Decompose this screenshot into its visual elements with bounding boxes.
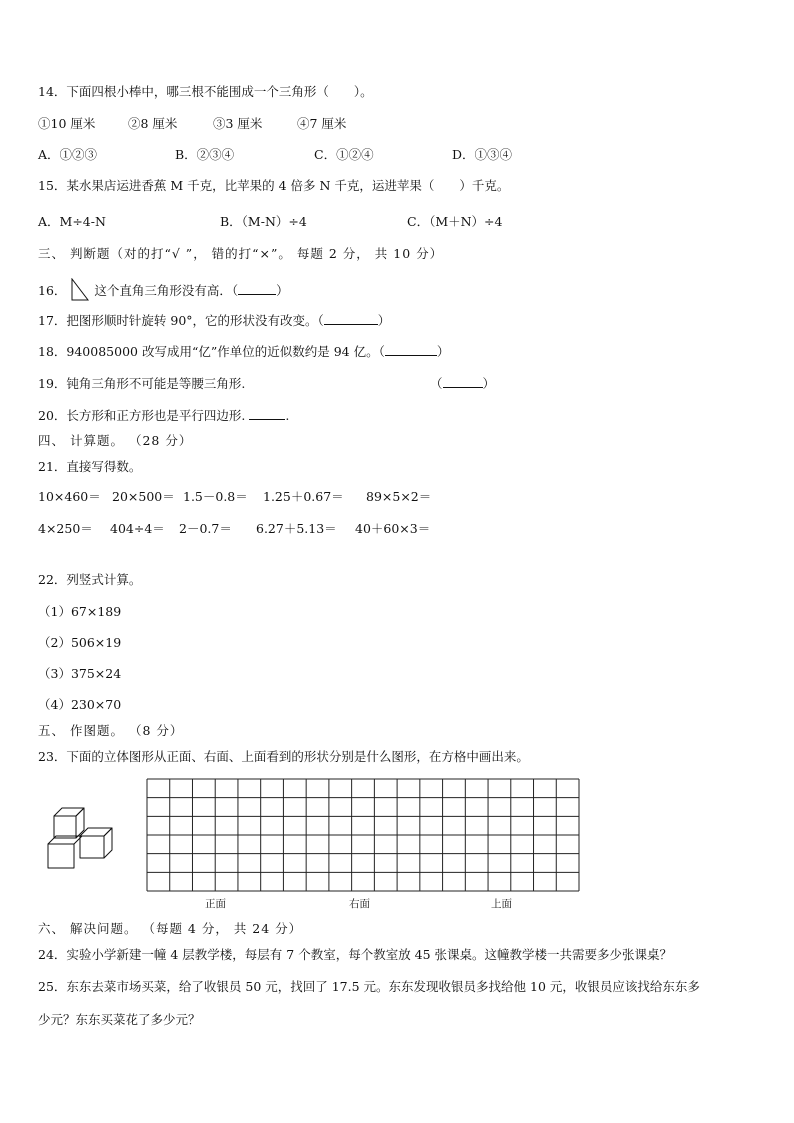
q17-answer-blank[interactable] [324, 313, 378, 325]
q22-stem: 22．列竖式计算。 [38, 572, 142, 587]
section-4-heading: 四、 计算题。 （28 分） [38, 433, 193, 448]
q14-choice-c: C．①②④ [314, 147, 374, 162]
q16: 16． 这个直角三角形没有高．（ ） [38, 278, 289, 302]
section-3-heading: 三、 判断题（对的打“√ ”， 错的打“×”。 每题 2 分， 共 10 分） [38, 246, 444, 261]
q14-choice-d: D．①③④ [452, 147, 513, 162]
q20-answer-blank[interactable] [249, 408, 285, 420]
q22-item-2: （2）506×19 [38, 635, 122, 650]
q14-choice-a: A．①②③ [38, 147, 98, 162]
q21-r1-3: 1.5－0.8＝ [183, 489, 248, 504]
section-6-heading: 六、 解决问题。 （每题 4 分， 共 24 分） [38, 921, 303, 936]
q19-text: 19．钝角三角形不可能是等腰三角形. [38, 376, 246, 391]
q25-line-1: 25．东东去菜市场买菜，给了收银员 50 元，找回了 17.5 元。东东发现收银员多找给他 10 元，收银员应该找给东东多 [38, 979, 700, 994]
q16-text: 这个直角三角形没有高．（ [94, 283, 239, 298]
q14-stem: 14．下面四根小棒中，哪三根不能围成一个三角形（ ）。 [38, 84, 373, 99]
q21-r1-4: 1.25＋0.67＝ [263, 489, 344, 504]
q14-stick-3: ③3 厘米 [213, 116, 263, 131]
q14-stick-2: ②8 厘米 [128, 116, 178, 131]
q21-r2-3: 2－0.7＝ [179, 521, 232, 536]
q18: 18．940085000 改写成用“亿”作单位的近似数约是 94 亿。（ ） [38, 344, 450, 359]
grid-label-top: 上面 [491, 898, 512, 910]
q22-item-3: （3）375×24 [38, 666, 122, 681]
q18-answer-blank[interactable] [385, 344, 437, 356]
cube-stack-figure [42, 800, 122, 880]
q16-answer-blank[interactable] [238, 283, 276, 295]
q23-stem: 23．下面的立体图形从正面、右面、上面看到的形状分别是什么图形，在方格中画出来。 [38, 749, 529, 764]
q21-r2-5: 40＋60×3＝ [355, 521, 431, 536]
grid-label-right: 右面 [349, 898, 370, 910]
q21-stem: 21．直接写得数。 [38, 459, 142, 474]
q16-number: 16． [38, 283, 67, 298]
section-5-heading: 五、 作图题。 （8 分） [38, 723, 184, 738]
q20: 20．长方形和正方形也是平行四边形. . [38, 408, 290, 423]
q19-answer: （ ） [430, 376, 496, 391]
right-triangle-figure [70, 278, 90, 302]
q15-choice-c: C．（M＋N）÷4 [407, 214, 503, 229]
q15-choice-b: B．（M-N）÷4 [220, 214, 307, 229]
q22-item-4: （4）230×70 [38, 697, 122, 712]
q21-r2-4: 6.27＋5.13＝ [256, 521, 337, 536]
q14-stick-4: ④7 厘米 [297, 116, 347, 131]
q21-r1-1: 10×460＝ [38, 489, 101, 504]
q22-item-1: （1）67×189 [38, 604, 122, 619]
q15-choice-a: A．M÷4-N [38, 214, 106, 229]
drawing-grid[interactable] [145, 777, 581, 897]
q24-text: 24．实验小学新建一幢 4 层教学楼，每层有 7 个教室，每个教室放 45 张课桌。这幢教学楼一共需要多少张课桌？ [38, 947, 673, 962]
q14-stick-1: ①10 厘米 [38, 116, 96, 131]
q15-stem: 15．某水果店运进香蕉 M 千克，比苹果的 4 倍多 N 千克，运进苹果（ ）千克。 [38, 178, 510, 193]
q14-choice-b: B．②③④ [175, 147, 235, 162]
grid-label-front: 正面 [205, 898, 226, 910]
q21-r1-5: 89×5×2＝ [366, 489, 432, 504]
q25-line-2: 少元？东东买菜花了多少元？ [38, 1012, 201, 1027]
q21-r2-1: 4×250＝ [38, 521, 93, 536]
q21-r1-2: 20×500＝ [112, 489, 175, 504]
q17: 17．把图形顺时针旋转 90°，它的形状没有改变。（ ） [38, 313, 391, 328]
q19-answer-blank[interactable] [443, 376, 483, 388]
q21-r2-2: 404÷4＝ [110, 521, 165, 536]
